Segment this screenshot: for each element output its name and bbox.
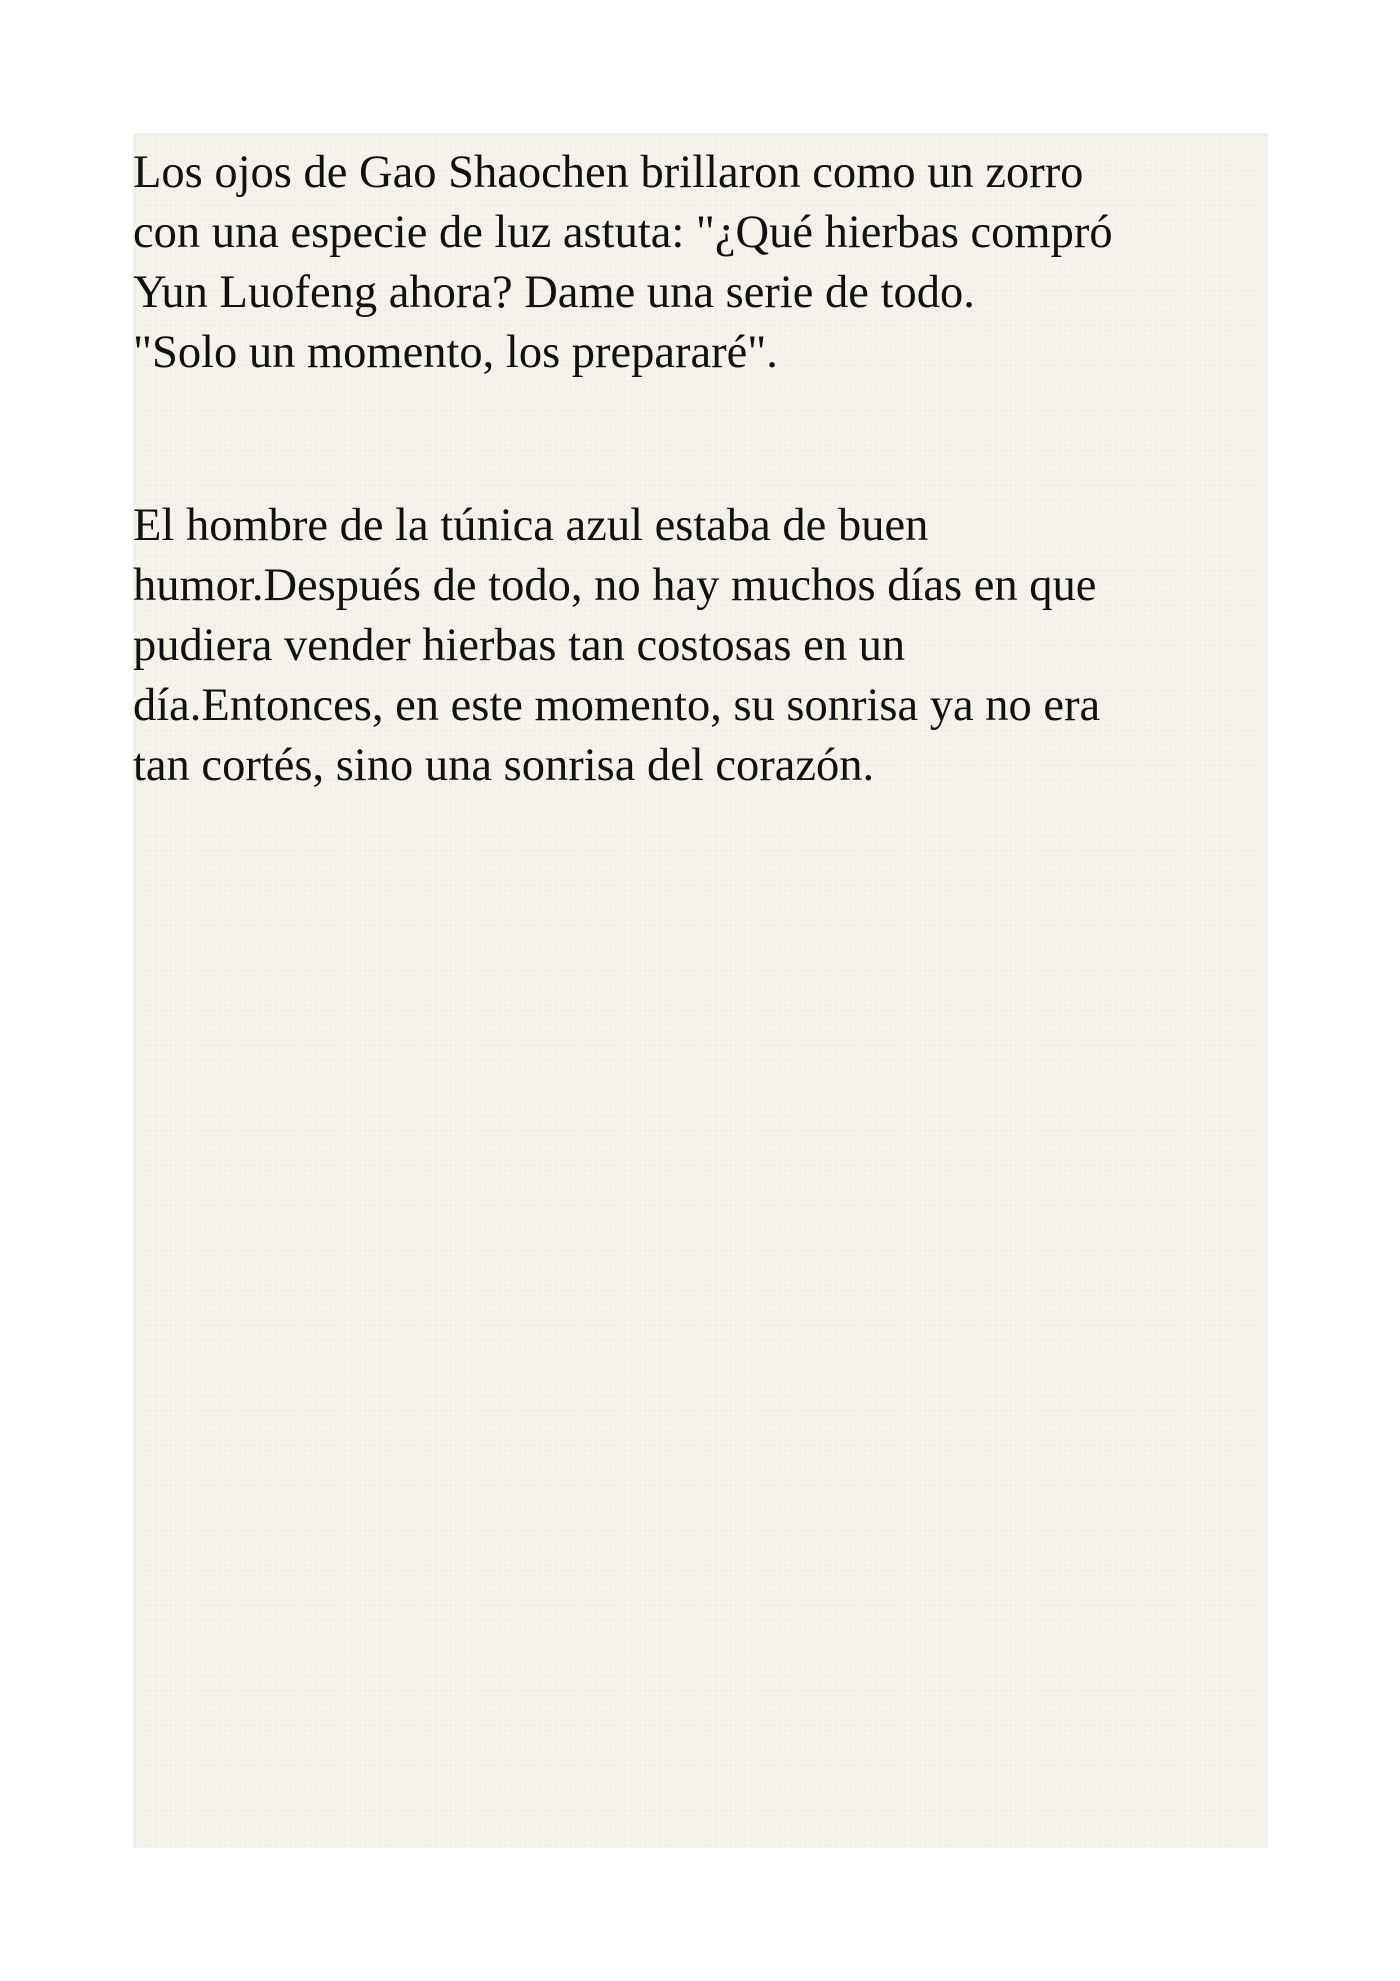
text-line: humor.Después de todo, no hay muchos días en que <box>133 560 1097 611</box>
text-line: tan cortés, sino una sonrisa del corazón. <box>133 740 875 791</box>
text-line: día.Entonces, en este momento, su sonrisa ya no era <box>133 680 1101 731</box>
text-line: El hombre de la túnica azul estaba de buen <box>133 500 929 551</box>
text-line: "Solo un momento, los prepararé". <box>133 327 778 378</box>
paragraph-2 <box>133 496 1268 796</box>
text-line: Yun Luofeng ahora? Dame una serie de todo. <box>133 267 975 318</box>
text-line: pudiera vender hierbas tan costosas en un <box>133 620 906 671</box>
text-line: Los ojos de Gao Shaochen brillaron como un zorro <box>133 147 1084 198</box>
paragraph-1 <box>133 143 1268 383</box>
paper-sheet <box>133 133 1268 1848</box>
text-line: con una especie de luz astuta: "¿Qué hierbas compró <box>133 207 1113 258</box>
